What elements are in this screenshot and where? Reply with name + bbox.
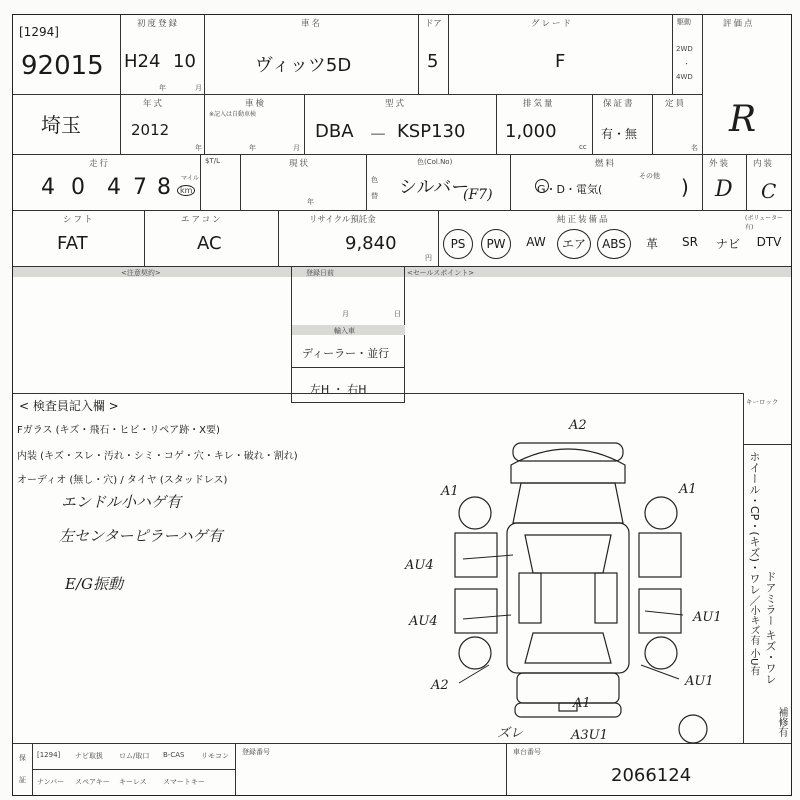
mark-leader <box>459 665 489 683</box>
equipment-navi: ナビ <box>715 237 740 251</box>
mark-leader <box>463 555 513 559</box>
bottom-option: キーレス <box>119 778 147 786</box>
mileage-digit: 0 <box>71 175 85 200</box>
aircon-cell <box>145 211 279 267</box>
bottom-options-grid <box>33 743 235 795</box>
left-front-wheel <box>459 497 491 529</box>
import-divider <box>292 367 405 368</box>
inspection-label: 車検 <box>245 99 267 109</box>
notes-divider <box>13 393 743 394</box>
equipment-airbag: エア <box>557 229 591 259</box>
handwritten-note: 左センターピラーハゲ有 <box>59 527 223 545</box>
doors-label: ドア <box>425 19 442 29</box>
first-registration-label: 初度登録 <box>137 19 180 29</box>
model-change-unit: 年 <box>307 198 314 206</box>
equipment-abs: ABS <box>597 229 631 259</box>
model-year: 2012 <box>131 121 170 139</box>
bottom-side-cell <box>13 743 33 795</box>
right-front-wheel <box>645 497 677 529</box>
fuel-selected-circle <box>535 179 549 193</box>
reg-day: 日 <box>394 310 401 318</box>
equipment-label: 純正装備品 <box>557 215 610 225</box>
capacity-cell <box>653 95 703 155</box>
car-name-cell <box>205 15 419 95</box>
chassis-cell <box>507 743 791 795</box>
fuel-cell <box>511 155 703 211</box>
inspection-cell <box>205 95 305 155</box>
model-year-label: 年式 <box>143 99 165 109</box>
register-label: 登録番号 <box>242 748 270 756</box>
first-registration-cell <box>121 15 205 95</box>
mileage-mile-unit: マイル <box>181 175 199 182</box>
warranty-label: 保証書 <box>603 99 635 109</box>
model-year-unit: 年 <box>195 144 202 152</box>
fuel-label: 燃料 <box>595 159 617 169</box>
notes-label: <注意契約> <box>121 269 161 277</box>
mark-leader <box>463 615 511 619</box>
recycle-unit: 円 <box>425 254 432 262</box>
color-value: シルバー <box>399 177 470 198</box>
handwritten-note: E/G振動 <box>65 575 123 593</box>
inspection-year-unit: 年 <box>249 144 256 152</box>
cc-unit: cc <box>579 143 587 151</box>
type-cell <box>305 95 497 155</box>
handwritten-note: エンドル小ハゲ有 <box>61 493 182 511</box>
score-value: R <box>729 99 757 140</box>
car-name: ヴィッツ5D <box>255 55 352 76</box>
shift-cell <box>13 211 145 267</box>
interior-label: 内装 <box>753 159 775 169</box>
inspection-month-unit: 月 <box>293 144 300 152</box>
trunk <box>517 673 619 703</box>
drive-cell <box>673 15 703 95</box>
rear-window <box>525 633 611 663</box>
lot-number: [1294] <box>19 25 59 39</box>
model-change-label: 現状 <box>289 159 311 169</box>
damage-mark: AU4 <box>409 614 438 629</box>
equipment-ps: PS <box>443 229 473 259</box>
handle-value: 左H ・ 右H <box>310 383 367 396</box>
first-registration-month: 10 <box>173 51 196 72</box>
capacity-label: 定員 <box>665 99 687 109</box>
drive-label: 駆動 <box>677 18 691 26</box>
register-cell <box>235 743 507 795</box>
doors-cell <box>419 15 449 95</box>
displacement-value: 1,000 <box>505 121 557 142</box>
aircon-value: AC <box>197 233 222 254</box>
code-number: 92015 <box>21 51 104 81</box>
recycle-value: 9,840 <box>345 233 397 254</box>
windshield <box>525 535 611 573</box>
sd-label: $T/L <box>205 157 220 165</box>
equipment-leather: 革 <box>645 237 658 251</box>
capacity-unit: 名 <box>691 144 698 152</box>
interior-value: C <box>761 179 777 203</box>
damage-mark: AU1 <box>693 610 722 625</box>
bottom-option: スマートキー <box>163 778 205 786</box>
fuel-value: G・D・電気( <box>537 183 603 196</box>
sales-point-label: <セールスポイント> <box>407 269 475 277</box>
mark-leader <box>645 611 683 615</box>
recycle-label: リサイクル預託金 <box>309 215 376 225</box>
right-rear-wheel <box>645 637 677 669</box>
auction-sheet <box>12 14 792 796</box>
left-rear-door-panel <box>455 589 497 633</box>
equipment-note: (ボリューター有) <box>745 215 784 231</box>
lot-cell <box>13 15 121 95</box>
score-label: 評価点 <box>723 19 755 29</box>
chassis-label: 車台番号 <box>513 748 541 756</box>
shift-label: シフト <box>63 215 95 225</box>
hood-front <box>511 449 625 483</box>
damage-mark: A1 <box>441 484 459 499</box>
drive-2wd: 2WD <box>676 45 693 53</box>
side-text: ホイール・CP・(キズ)・ワレ／ <box>748 451 761 606</box>
side-text: 補修有 <box>776 707 787 737</box>
inspection-note: ※記入は自動車検 <box>209 111 257 118</box>
exterior-value: D <box>715 177 733 202</box>
region-cell <box>13 95 121 155</box>
first-registration-year: H24 <box>124 51 161 72</box>
model-change-cell <box>241 155 367 211</box>
mileage-label: 走行 <box>89 159 111 169</box>
cabin <box>507 523 629 673</box>
drive-dot: ・ <box>683 60 690 68</box>
bottom-cell-2: 証 <box>19 776 26 784</box>
inspector-label: < 検査員記入欄 > <box>19 399 119 413</box>
exterior-label: 外装 <box>709 159 731 169</box>
side-notes-box <box>743 445 791 743</box>
type-code: KSP130 <box>397 121 466 142</box>
damage-mark: A2 <box>569 418 587 433</box>
bottom-option: ロム/取口 <box>119 752 150 760</box>
type-prefix: DBA <box>315 121 354 142</box>
import-value: ディーラー・並行 <box>302 347 390 360</box>
color-change-1: 色 <box>371 176 378 184</box>
damage-mark: A1 <box>679 482 697 497</box>
type-dash: － <box>369 125 387 146</box>
displacement-cell <box>497 95 593 155</box>
bottom-option: スペアキー <box>75 778 110 786</box>
drive-4wd: 4WD <box>676 73 693 81</box>
recycle-cell <box>279 211 439 267</box>
mark-leader <box>641 665 679 679</box>
mileage-digit: 8 <box>157 175 171 200</box>
damage-mark: A3U1 <box>571 728 608 743</box>
equipment-cell <box>439 211 791 267</box>
registration-box <box>291 267 405 403</box>
damage-mark: AU4 <box>405 558 434 573</box>
doors-value: 5 <box>427 51 439 72</box>
audio-line: オーディオ (無し・穴) / タイヤ (スタッドレス) <box>17 475 228 486</box>
equipment-dtv: DTV <box>756 235 782 249</box>
exterior-cell <box>703 155 747 211</box>
side-text: ドアミラー キズ・ワレ <box>764 571 777 685</box>
grade-cell <box>449 15 673 95</box>
chassis-value: 2066124 <box>611 765 692 786</box>
color-code: (F7) <box>463 187 493 203</box>
type-label: 型式 <box>385 99 407 109</box>
grade-label: グレード <box>531 19 574 29</box>
import-label: 輸入車 <box>334 327 355 335</box>
reg-month: 月 <box>342 310 349 318</box>
aircon-label: エアコン <box>181 215 223 225</box>
right-front-door-panel <box>639 533 681 577</box>
mileage-digit: 7 <box>133 175 147 200</box>
left-door-front <box>519 573 541 623</box>
spare-wheel <box>679 715 707 743</box>
damage-mark: ズレ <box>497 726 524 741</box>
interior-cell <box>747 155 791 211</box>
bottom-option: ナビ取扱 <box>75 752 103 760</box>
car-damage-diagram <box>393 403 743 743</box>
reg-label: 登録日前 <box>306 269 334 277</box>
equipment-aw: AW <box>526 235 546 249</box>
model-year-cell <box>121 95 205 155</box>
equipment-sr: SR <box>682 235 698 249</box>
interior-line: 内装 (キズ・スレ・汚れ・シミ・コゲ・穴・キレ・破れ・割れ) <box>17 451 298 462</box>
sd-cell <box>201 155 241 211</box>
damage-mark: A1 <box>573 696 591 711</box>
color-label: 色(Col.No) <box>417 158 453 166</box>
color-cell <box>367 155 511 211</box>
equipment-pw: PW <box>481 229 511 259</box>
displacement-label: 排気量 <box>523 99 555 109</box>
bottom-option: B-CAS <box>163 751 185 759</box>
damage-mark: A2 <box>431 678 449 693</box>
mileage-km-unit: km <box>177 185 195 196</box>
damage-mark: AU1 <box>685 674 714 689</box>
options-divider <box>33 769 235 770</box>
mileage-digit: 4 <box>107 175 121 200</box>
score-cell <box>703 15 791 155</box>
year-unit: 年 <box>159 84 166 92</box>
mileage-cell <box>13 155 201 211</box>
side-text: 小キズ有 小U有 <box>748 605 759 676</box>
keylock-label: キーロック <box>746 398 779 406</box>
hood <box>513 483 623 523</box>
bottom-option: [1294] <box>37 751 61 759</box>
rear-bumper <box>515 703 621 717</box>
color-change-2: 替 <box>371 192 378 200</box>
shift-value: FAT <box>57 233 88 254</box>
left-rear-wheel <box>459 637 491 669</box>
region: 埼玉 <box>41 113 81 137</box>
fuel-close: ) <box>681 175 689 199</box>
front-bumper <box>513 443 623 461</box>
bottom-option: リモコン <box>201 752 229 760</box>
glass-line: Fガラス (キズ・飛石・ヒビ・リペア跡・X要) <box>17 425 220 436</box>
fuel-other: その他 <box>639 172 660 180</box>
left-front-door-panel <box>455 533 497 577</box>
month-unit: 月 <box>195 84 202 92</box>
warranty-cell <box>593 95 653 155</box>
warranty-value: 有・無 <box>601 127 638 141</box>
bottom-option: ナンバー <box>37 778 65 786</box>
right-door-front <box>595 573 617 623</box>
mileage-digit: 4 <box>41 175 65 200</box>
car-name-label: 車名 <box>301 19 323 29</box>
keylock-box <box>743 393 791 445</box>
grade-value: F <box>555 51 566 72</box>
bottom-cell-1: 保 <box>19 754 26 762</box>
